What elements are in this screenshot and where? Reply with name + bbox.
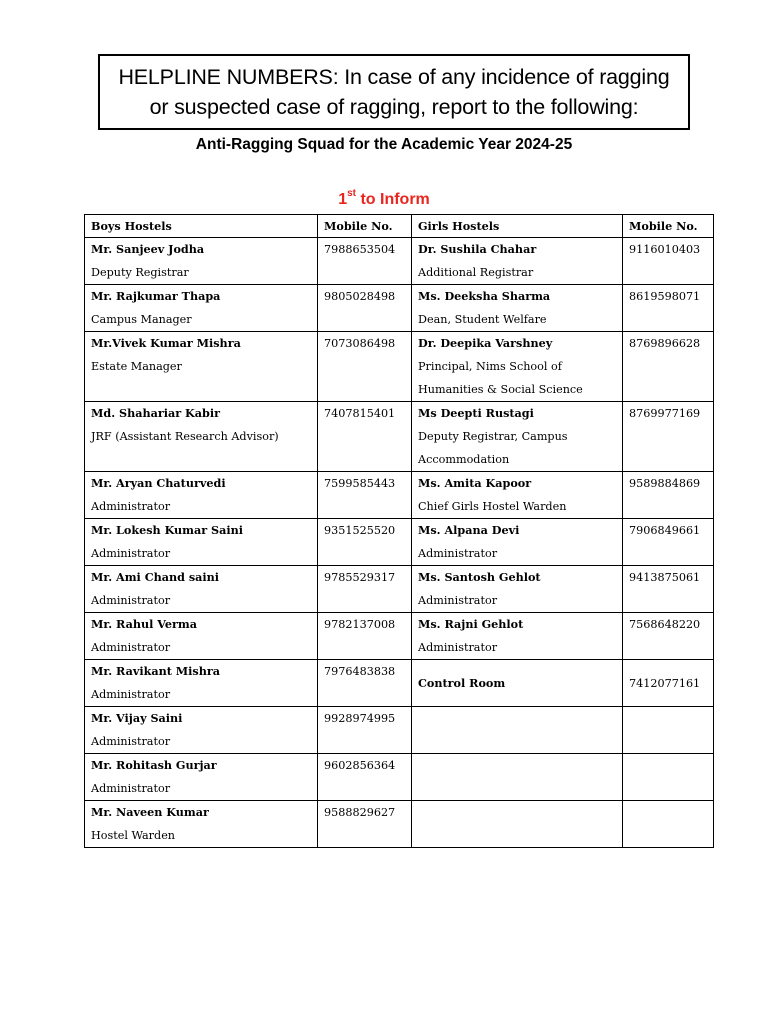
boys-mobile-number: 9928974995: [324, 712, 396, 725]
girls-hostel-cell: [412, 613, 623, 660]
boys-hostel-cell: [85, 801, 318, 848]
girls-hostel-cell: [412, 332, 623, 402]
boys-mobile-number: 9588829627: [324, 806, 396, 819]
boys-mobile-cell: [318, 238, 412, 285]
boys-contact-name: Mr. Lokesh Kumar Saini: [91, 523, 244, 537]
table-header-row: [85, 215, 714, 238]
boys-mobile-cell: [318, 285, 412, 332]
boys-hostel-cell: [85, 519, 318, 566]
boys-mobile-number: 9351525520: [324, 524, 396, 537]
headline-line-1: HELPLINE NUMBERS: In case of any incidence of ragging: [118, 65, 670, 89]
girls-mobile-number: 9589884869: [629, 477, 701, 490]
girls-mobile-cell: [623, 566, 714, 613]
girls-mobile-cell: [623, 754, 714, 801]
boys-contact-designation: Administrator: [91, 594, 171, 607]
girls-contact-designation: Principal, Nims School of: [418, 360, 562, 373]
boys-contact-name: Md. Shahariar Kabir: [91, 406, 220, 420]
girls-hostel-cell: [412, 519, 623, 566]
header-boys-hostels: Boys Hostels: [85, 215, 318, 238]
girls-hostel-cell: [412, 566, 623, 613]
boys-contact-designation: Estate Manager: [91, 360, 182, 373]
boys-mobile-number: 7599585443: [324, 477, 396, 490]
girls-mobile-cell: [623, 660, 714, 707]
boys-mobile-number: 7988653504: [324, 243, 396, 256]
table-row: [85, 660, 714, 707]
girls-contact-name: Ms Deepti Rustagi: [418, 406, 534, 420]
boys-hostel-cell: [85, 285, 318, 332]
inform-text: to Inform: [356, 191, 430, 208]
boys-mobile-cell: [318, 472, 412, 519]
boys-hostel-cell: [85, 660, 318, 707]
boys-mobile-number: 9602856364: [324, 759, 396, 772]
boys-contact-name: Mr. Naveen Kumar: [91, 805, 209, 819]
boys-hostel-cell: [85, 472, 318, 519]
anti-ragging-table: [84, 214, 714, 848]
girls-contact-designation: Chief Girls Hostel Warden: [418, 500, 567, 513]
table-row: [85, 613, 714, 660]
girls-contact-designation: Administrator: [418, 547, 498, 560]
girls-mobile-number: 7568648220: [629, 618, 701, 631]
boys-mobile-cell: [318, 402, 412, 472]
boys-hostel-cell: [85, 613, 318, 660]
boys-contact-designation: Administrator: [91, 782, 171, 795]
boys-mobile-cell: [318, 566, 412, 613]
girls-mobile-number: 7412077161: [629, 676, 701, 690]
girls-mobile-cell: [623, 707, 714, 754]
inform-heading: [0, 188, 768, 212]
girls-mobile-cell: [623, 285, 714, 332]
girls-contact-name: Ms. Alpana Devi: [418, 523, 520, 537]
boys-contact-designation: Administrator: [91, 641, 171, 654]
girls-hostel-cell: [412, 660, 623, 707]
table-row: [85, 332, 714, 402]
table-row: [85, 285, 714, 332]
boys-contact-name: Mr. Sanjeev Jodha: [91, 242, 205, 256]
header-girls-hostels: Girls Hostels: [412, 215, 623, 238]
boys-mobile-number: 7976483838: [324, 665, 396, 678]
girls-contact-designation: Additional Registrar: [418, 266, 534, 279]
girls-contact-name: Dr. Deepika Varshney: [418, 336, 553, 350]
boys-contact-name: Mr. Aryan Chaturvedi: [91, 476, 226, 490]
boys-contact-designation: JRF (Assistant Research Advisor): [91, 430, 279, 443]
boys-hostel-cell: [85, 238, 318, 285]
helpline-headline-box: [98, 54, 690, 130]
header-girls-mobile: Mobile No.: [623, 215, 714, 238]
girls-contact-name: Ms. Amita Kapoor: [418, 476, 532, 490]
girls-mobile-number: 8769977169: [629, 407, 701, 420]
table-row: [85, 566, 714, 613]
girls-mobile-number: 9116010403: [629, 243, 701, 256]
girls-mobile-cell: [623, 402, 714, 472]
girls-mobile-number: 9413875061: [629, 571, 701, 584]
girls-contact-name: Dr. Sushila Chahar: [418, 242, 537, 256]
boys-mobile-cell: [318, 707, 412, 754]
boys-mobile-cell: [318, 519, 412, 566]
girls-mobile-cell: [623, 801, 714, 848]
boys-contact-designation: Administrator: [91, 500, 171, 513]
girls-hostel-cell: [412, 285, 623, 332]
boys-contact-name: Mr.Vivek Kumar Mishra: [91, 336, 241, 350]
girls-mobile-cell: [623, 472, 714, 519]
girls-contact-designation-2: Humanities & Social Science: [418, 383, 583, 396]
girls-mobile-cell: [623, 613, 714, 660]
girls-contact-name: Control Room: [418, 675, 506, 690]
boys-mobile-cell: [318, 754, 412, 801]
boys-mobile-cell: [318, 801, 412, 848]
boys-hostel-cell: [85, 754, 318, 801]
girls-contact-designation: Deputy Registrar, Campus: [418, 430, 568, 443]
header-boys-mobile: Mobile No.: [318, 215, 412, 238]
squad-subtitle: Anti-Ragging Squad for the Academic Year 2024-25: [195, 136, 573, 153]
girls-hostel-cell: [412, 238, 623, 285]
boys-mobile-number: 7073086498: [324, 337, 396, 350]
table-row: [85, 238, 714, 285]
inform-number: 1: [338, 191, 348, 208]
girls-contact-name: Ms. Rajni Gehlot: [418, 617, 524, 631]
boys-mobile-cell: [318, 332, 412, 402]
headline-line-2: or suspected case of ragging, report to the following:: [149, 95, 639, 119]
boys-mobile-number: 9782137008: [324, 618, 396, 631]
girls-contact-name: Ms. Deeksha Sharma: [418, 289, 551, 303]
table-body: [85, 238, 714, 848]
girls-hostel-cell: [412, 754, 623, 801]
boys-mobile-number: 9785529317: [324, 571, 396, 584]
girls-mobile-number: 8769896628: [629, 337, 701, 350]
girls-contact-designation: Administrator: [418, 641, 498, 654]
girls-contact-name: Ms. Santosh Gehlot: [418, 570, 541, 584]
girls-mobile-cell: [623, 238, 714, 285]
boys-contact-designation: Hostel Warden: [91, 829, 176, 842]
boys-hostel-cell: [85, 402, 318, 472]
boys-contact-name: Mr. Rohitash Gurjar: [91, 758, 217, 772]
boys-contact-name: Mr. Rajkumar Thapa: [91, 289, 221, 303]
boys-contact-designation: Campus Manager: [91, 313, 192, 326]
boys-hostel-cell: [85, 566, 318, 613]
boys-contact-designation: Administrator: [91, 735, 171, 748]
boys-contact-name: Mr. Ravikant Mishra: [91, 664, 220, 678]
table-row: [85, 754, 714, 801]
girls-mobile-cell: [623, 332, 714, 402]
girls-mobile-cell: [623, 519, 714, 566]
girls-hostel-cell: [412, 402, 623, 472]
girls-contact-designation: Dean, Student Welfare: [418, 313, 547, 326]
boys-contact-designation: Administrator: [91, 688, 171, 701]
table-row: [85, 402, 714, 472]
boys-hostel-cell: [85, 707, 318, 754]
girls-mobile-number: 7906849661: [629, 524, 701, 537]
table-row: [85, 707, 714, 754]
boys-contact-name: Mr. Vijay Saini: [91, 711, 183, 725]
boys-contact-designation: Deputy Registrar: [91, 266, 189, 279]
boys-mobile-cell: [318, 613, 412, 660]
table-row: [85, 801, 714, 848]
girls-mobile-number: 8619598071: [629, 290, 701, 303]
boys-mobile-number: 9805028498: [324, 290, 396, 303]
boys-mobile-number: 7407815401: [324, 407, 396, 420]
boys-contact-name: Mr. Ami Chand saini: [91, 570, 220, 584]
girls-hostel-cell: [412, 801, 623, 848]
boys-mobile-cell: [318, 660, 412, 707]
girls-contact-designation: Administrator: [418, 594, 498, 607]
girls-hostel-cell: [412, 472, 623, 519]
girls-contact-designation-2: Accommodation: [418, 453, 510, 466]
girls-hostel-cell: [412, 707, 623, 754]
table-row: [85, 519, 714, 566]
boys-hostel-cell: [85, 332, 318, 402]
inform-suffix: st: [347, 187, 357, 199]
boys-contact-name: Mr. Rahul Verma: [91, 617, 198, 631]
table-row: [85, 472, 714, 519]
boys-contact-designation: Administrator: [91, 547, 171, 560]
